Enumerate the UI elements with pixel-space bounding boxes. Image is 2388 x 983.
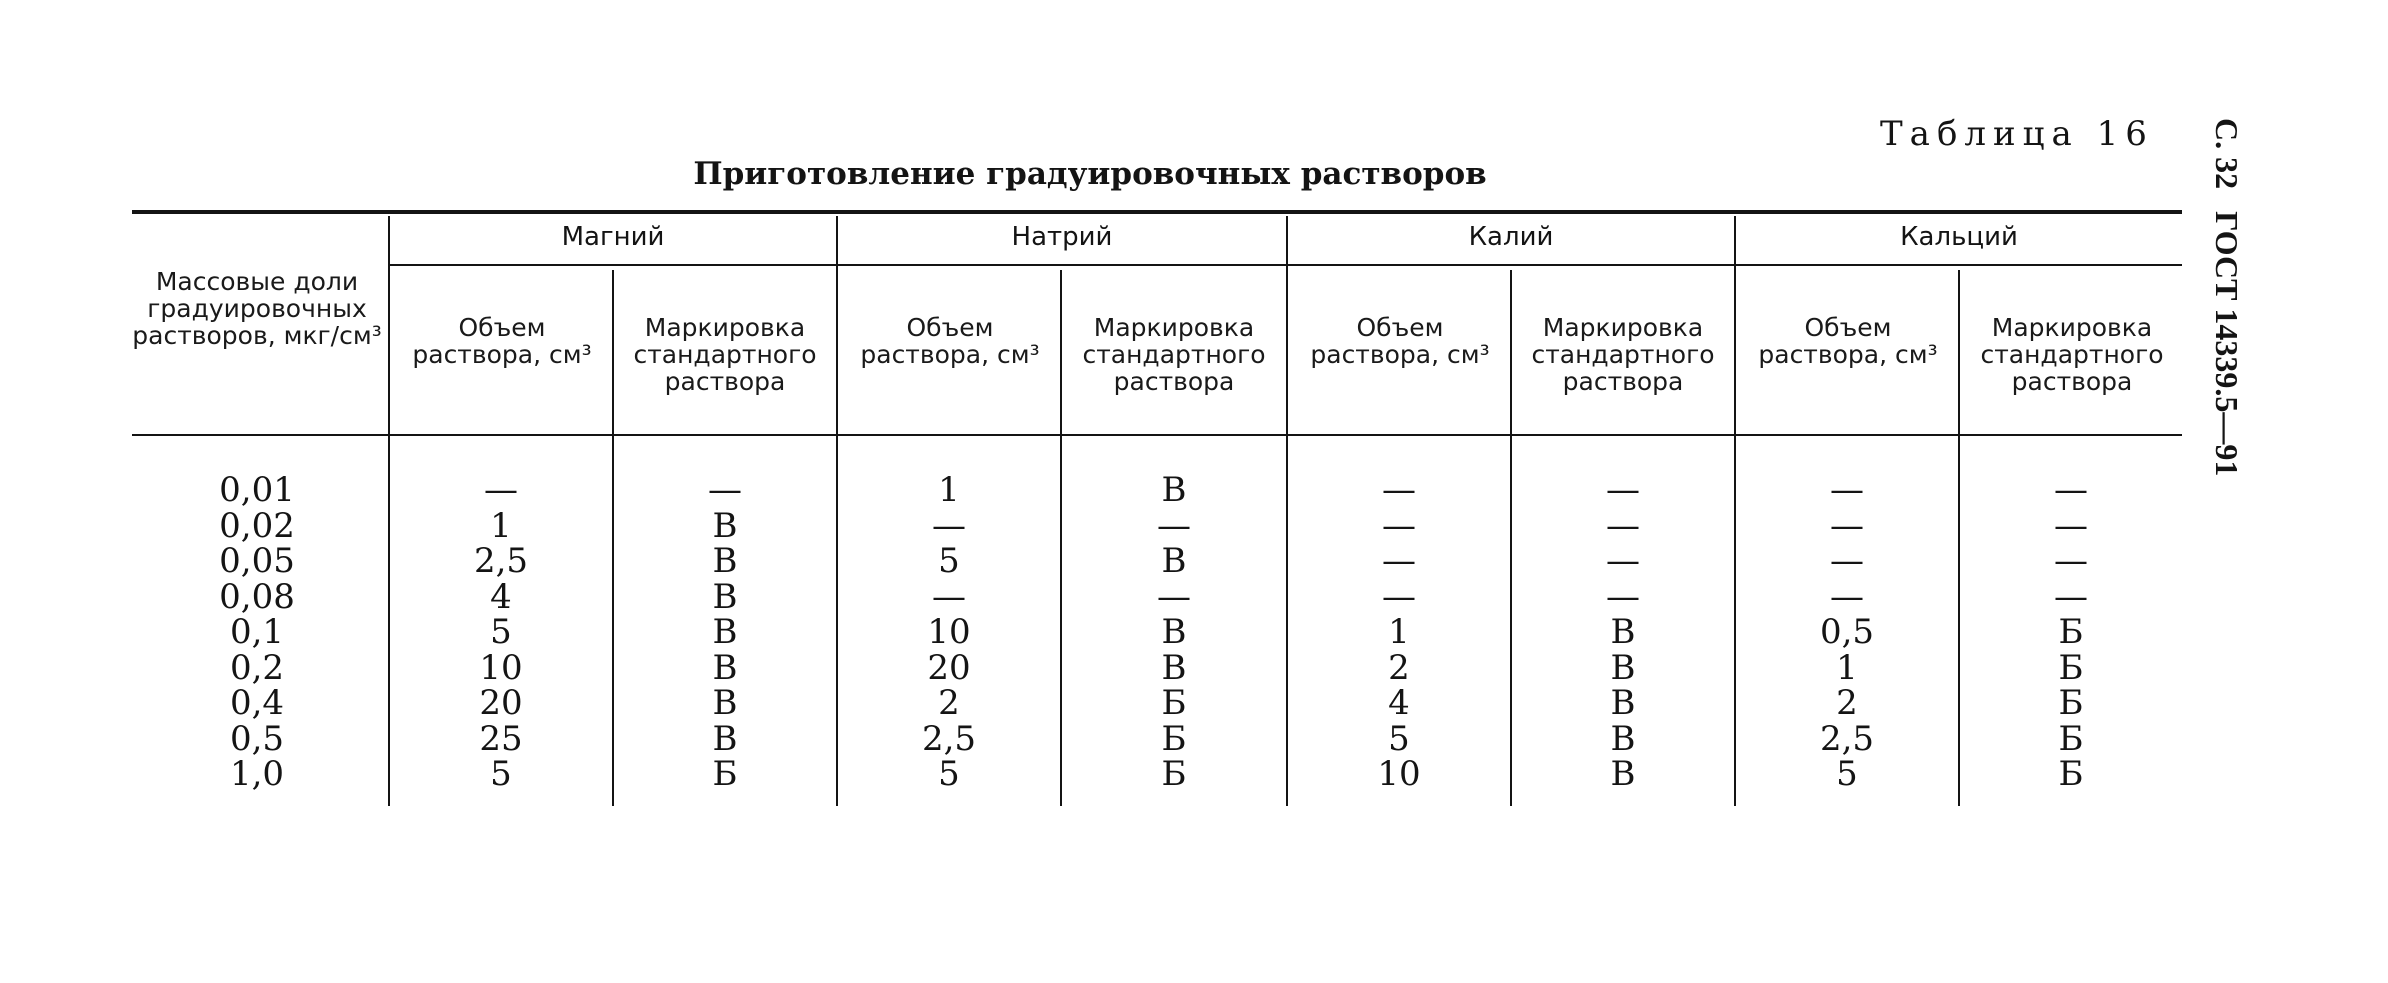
table-cell: В — [1161, 470, 1187, 510]
header-mass-fraction: Массовые доли градуировочных растворов, мкг/см³ — [132, 267, 382, 350]
table-cell: 20 — [479, 683, 523, 723]
table-cell: Б — [1161, 718, 1187, 759]
table-cell: — — [1382, 470, 1416, 510]
potassium-marking-column — [1512, 470, 1734, 794]
side-page-header — [2208, 118, 2245, 498]
row-label: 0,5 — [229, 718, 285, 759]
row-label: 0,08 — [219, 576, 295, 617]
table-cell: 25 — [479, 718, 523, 759]
table-cell: 5 — [938, 541, 960, 581]
subheader-marking: Маркировка стандартного раствора — [633, 313, 817, 396]
table-cell: В — [1610, 647, 1636, 688]
table-cell: 2 — [1836, 683, 1858, 723]
table-cell: 5 — [938, 754, 960, 794]
table-cell: 4 — [1388, 683, 1410, 723]
table-cell: — — [932, 576, 966, 617]
table-cell: — — [1606, 576, 1640, 617]
subheader-marking: Маркировка стандартного раствора — [1980, 313, 2164, 396]
row-labels — [132, 470, 382, 794]
table-cell: В — [1161, 612, 1187, 652]
table-cell: — — [1606, 505, 1640, 546]
table-cell: 5 — [1836, 754, 1858, 794]
subheader-marking: Маркировка стандартного раствора — [1531, 313, 1715, 396]
magnesium-marking-column — [614, 470, 836, 794]
subheader-volume: Объем раствора, см³ — [1310, 313, 1490, 369]
table-cell: В — [1610, 754, 1636, 794]
header-bottom-rule — [132, 434, 2182, 436]
table-cell: 10 — [927, 612, 971, 652]
group-header-calcium: Кальций — [1900, 222, 2018, 252]
table-cell: — — [1382, 505, 1416, 546]
table-cell: Б — [712, 754, 738, 794]
table-cell: В — [1161, 647, 1187, 688]
row-label: 0,02 — [219, 505, 295, 546]
table-cell: — — [1157, 576, 1191, 617]
table-cell: 5 — [1388, 718, 1410, 759]
table-cell: — — [708, 470, 742, 510]
table-cell: В — [712, 612, 738, 652]
group-header-magnesium: Магний — [561, 222, 665, 252]
table-cell: 1 — [490, 505, 512, 546]
table-cell: — — [1830, 505, 1864, 546]
table-cell: Б — [2058, 612, 2084, 652]
table-cell: В — [712, 505, 738, 546]
table-cell: Б — [2058, 683, 2084, 723]
table-cell: 2 — [938, 683, 960, 723]
table-cell: 2,5 — [1819, 718, 1875, 759]
table-cell: — — [1606, 470, 1640, 510]
table-cell: — — [1382, 541, 1416, 581]
row-label: 0,1 — [229, 612, 285, 652]
calcium-marking-column — [1960, 470, 2182, 794]
row-label: 0,4 — [229, 683, 285, 723]
magnesium-volume-column — [390, 470, 612, 794]
table-cell: В — [1610, 718, 1636, 759]
table-cell: Б — [1161, 683, 1187, 723]
table-title: Приготовление градуировочных растворов — [693, 156, 1487, 192]
subheader-volume: Объем раствора, см³ — [1758, 313, 1938, 369]
table-cell: — — [2054, 470, 2088, 510]
table-cell: 1 — [1388, 612, 1410, 652]
table-cell: В — [712, 647, 738, 688]
table-cell: 4 — [490, 576, 512, 617]
table-cell: — — [2054, 576, 2088, 617]
table-cell: В — [1610, 612, 1636, 652]
table-cell: — — [1157, 505, 1191, 546]
table-cell: — — [2054, 541, 2088, 581]
table-cell: 2 — [1388, 647, 1410, 688]
group-header-potassium: Калий — [1468, 222, 1554, 252]
subheader-volume: Объем раствора, см³ — [860, 313, 1040, 369]
row-label: 0,2 — [229, 647, 285, 688]
table-cell: — — [1830, 470, 1864, 510]
table-cell: Б — [2058, 718, 2084, 759]
table-cell: В — [1610, 683, 1636, 723]
table-top-rule — [132, 210, 2182, 214]
page-number: С. 32 — [2209, 118, 2245, 190]
table-cell: — — [932, 505, 966, 546]
table-cell: — — [1830, 576, 1864, 617]
table-cell: 5 — [490, 612, 512, 652]
table-label: Таблица 16 — [1880, 114, 2154, 154]
table-cell: 1 — [938, 470, 960, 510]
table-cell: 10 — [1377, 754, 1421, 794]
table-cell: 2,5 — [473, 541, 529, 581]
row-label: 0,05 — [219, 541, 295, 581]
table-cell: В — [712, 718, 738, 759]
table-cell: — — [1830, 541, 1864, 581]
table-cell: — — [484, 470, 518, 510]
table-cell: В — [712, 541, 738, 581]
table-cell: 2,5 — [921, 718, 977, 759]
row-label: 0,01 — [219, 470, 295, 510]
table-cell: 1 — [1836, 647, 1858, 688]
table-cell: 10 — [479, 647, 523, 688]
table-cell: В — [1161, 541, 1187, 581]
subheader-marking: Маркировка стандартного раствора — [1082, 313, 1266, 396]
potassium-volume-column — [1288, 470, 1510, 794]
table-cell: Б — [1161, 754, 1187, 794]
table-cell: — — [1606, 541, 1640, 581]
table-cell: 20 — [927, 647, 971, 688]
sodium-marking-column — [1062, 470, 1286, 794]
table-cell: — — [2054, 505, 2088, 546]
table-cell: В — [712, 576, 738, 617]
standard-number: ГОСТ 14339.5—91 — [2209, 211, 2245, 477]
table-cell: Б — [2058, 647, 2084, 688]
table-cell: — — [1382, 576, 1416, 617]
group-header-sodium: Натрий — [1011, 222, 1113, 252]
table-cell: 0,5 — [1819, 612, 1875, 652]
row-label: 1,0 — [229, 754, 285, 794]
calcium-volume-column — [1736, 470, 1958, 794]
table-cell: В — [712, 683, 738, 723]
table-cell: Б — [2058, 754, 2084, 794]
sodium-volume-column — [838, 470, 1060, 794]
subheader-volume: Объем раствора, см³ — [412, 313, 592, 369]
table-cell: 5 — [490, 754, 512, 794]
